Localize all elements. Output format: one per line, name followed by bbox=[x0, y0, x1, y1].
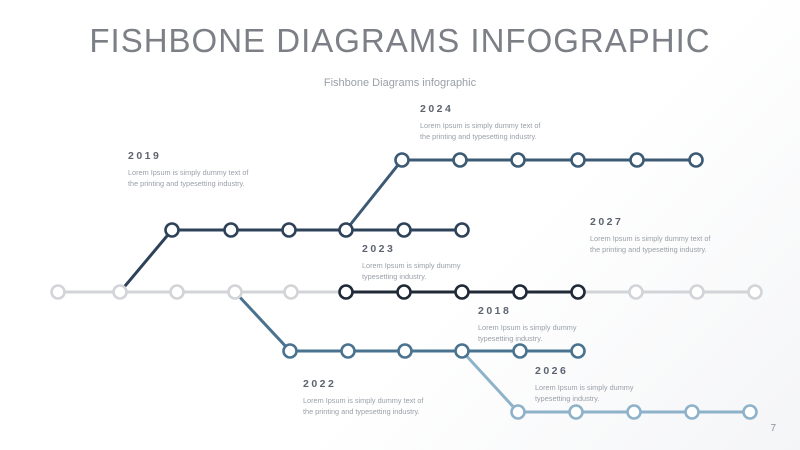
label-2019 bbox=[128, 150, 260, 190]
label-2019-body: Lorem Ipsum is simply dummy text of the printing and typesetting industry. bbox=[128, 168, 249, 189]
page-subtitle: Fishbone Diagrams infographic bbox=[323, 77, 477, 89]
label-2018-year: 2018 bbox=[478, 305, 512, 317]
label-2023-year: 2023 bbox=[362, 243, 396, 255]
label-2019-year: 2019 bbox=[128, 150, 162, 162]
label-2023-body: Lorem Ipsum is simply dummy typesetting industry. bbox=[362, 261, 461, 282]
label-2024-body: Lorem Ipsum is simply dummy text of the printing and typesetting industry. bbox=[420, 121, 541, 142]
label-2018-body: Lorem Ipsum is simply dummy typesetting industry. bbox=[478, 323, 577, 344]
label-2027 bbox=[590, 216, 722, 256]
label-2027-body: Lorem Ipsum is simply dummy text of the printing and typesetting industry. bbox=[590, 234, 711, 255]
label-2026-body: Lorem Ipsum is simply dummy typesetting industry. bbox=[535, 383, 634, 404]
page-number: 7 bbox=[770, 423, 776, 434]
label-2018 bbox=[478, 305, 610, 345]
label-2022-body: Lorem Ipsum is simply dummy text of the printing and typesetting industry. bbox=[303, 396, 424, 417]
label-2022-year: 2022 bbox=[303, 378, 337, 390]
label-2022 bbox=[303, 378, 435, 418]
label-2027-year: 2027 bbox=[590, 216, 624, 228]
label-2023 bbox=[362, 243, 494, 283]
label-2026 bbox=[535, 365, 667, 405]
page-title: FISHBONE DIAGRAMS INFOGRAPHIC bbox=[89, 22, 711, 59]
label-2024-year: 2024 bbox=[420, 103, 454, 115]
label-2024 bbox=[420, 103, 552, 143]
label-2026-year: 2026 bbox=[535, 365, 569, 377]
